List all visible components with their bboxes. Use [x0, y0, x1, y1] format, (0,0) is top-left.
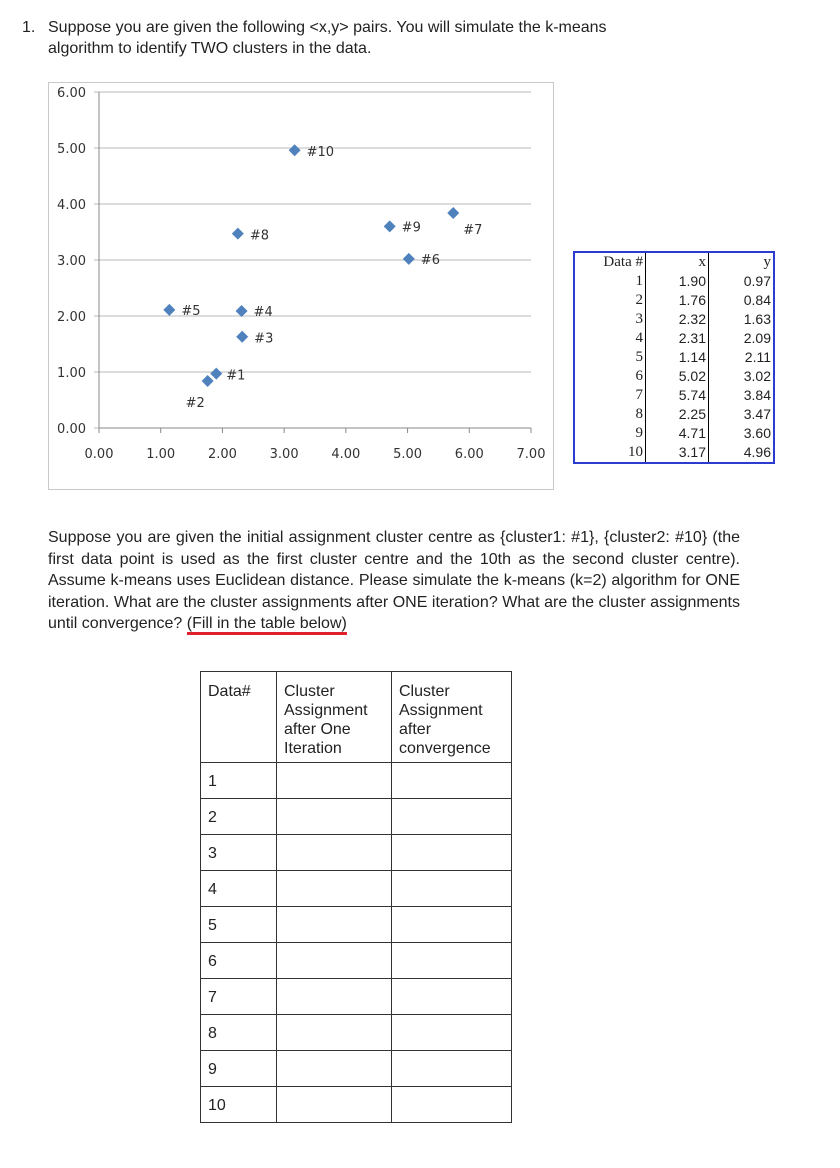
answer-cell-data-number: 10 [201, 1087, 277, 1123]
answer-cell-one-iteration[interactable] [277, 763, 392, 799]
data-table-row [574, 348, 774, 367]
data-table-row [574, 405, 774, 424]
data-table-header-x: x [646, 252, 709, 272]
data-point-label: #5 [181, 303, 201, 319]
data-point-marker [163, 304, 175, 316]
answer-table-row [201, 979, 512, 1015]
x-tick-label: 2.00 [207, 447, 237, 462]
answer-cell-data-number: 5 [201, 907, 277, 943]
x-tick-label: 0.00 [84, 447, 114, 462]
data-table-cell-y: 1.63 [743, 311, 771, 327]
data-table-cell-y: 0.84 [743, 292, 771, 308]
answer-cell-convergence[interactable] [392, 1051, 512, 1087]
data-table-cell-x: 5.74 [646, 386, 709, 405]
data-table-cell-y: 3.84 [743, 387, 771, 403]
answer-table-row [201, 799, 512, 835]
answer-cell-one-iteration[interactable] [277, 943, 392, 979]
data-table-row [574, 367, 774, 386]
data-table-cell-y: 2.09 [743, 330, 771, 346]
answer-cell-one-iteration[interactable] [277, 799, 392, 835]
answer-cell-data-number: 9 [201, 1051, 277, 1087]
data-table-cell-x: 2.31 [646, 329, 709, 348]
data-table-cell-x: 2.32 [646, 310, 709, 329]
answer-table-row [201, 763, 512, 799]
answer-cell-convergence[interactable] [392, 871, 512, 907]
instructions-paragraph [48, 527, 740, 635]
answer-cell-convergence[interactable] [392, 799, 512, 835]
data-point-label: #9 [401, 220, 421, 236]
x-tick-label: 6.00 [454, 447, 484, 462]
answer-table-row [201, 1015, 512, 1051]
data-table-cell-y: 4.96 [743, 444, 771, 460]
data-point-label: #4 [253, 304, 273, 320]
data-table-cell-x: 1.76 [646, 291, 709, 310]
data-point-marker [232, 228, 244, 240]
answer-table-row [201, 943, 512, 979]
data-point-marker [210, 368, 222, 380]
data-table-row [574, 386, 774, 405]
data-table-row [574, 443, 774, 463]
data-table-row [574, 310, 774, 329]
y-tick-label: 1.00 [57, 366, 86, 381]
y-tick-label: 5.00 [57, 142, 86, 157]
data-point-label: #10 [306, 145, 335, 161]
y-tick-label: 3.00 [57, 254, 86, 269]
answer-cell-convergence[interactable] [392, 835, 512, 871]
scatter-chart-svg [49, 83, 553, 489]
data-table-cell-id: 3 [574, 310, 646, 329]
answer-table-row [201, 1087, 512, 1123]
data-point-label: #2 [185, 395, 205, 411]
x-tick-label: 1.00 [146, 447, 176, 462]
answer-table-row [201, 871, 512, 907]
answer-cell-one-iteration[interactable] [277, 1051, 392, 1087]
answer-cell-one-iteration[interactable] [277, 835, 392, 871]
answer-cell-convergence[interactable] [392, 763, 512, 799]
answer-table-row [201, 1051, 512, 1087]
data-table-cell-id: 7 [574, 386, 646, 405]
answer-cell-data-number: 8 [201, 1015, 277, 1051]
data-table-cell-id: 10 [574, 443, 646, 463]
instructions-text: Suppose you are given the initial assignment cluster centre as {cluster1: #1}, {cluster2: #10} (the first data point is used as the first cluster centre and the 10th as the second cluster centre). Assume k-means uses Euclidean distance. Please simulate the k-means (k=2) algorithm for ONE iteration. What are the cluster assignments after ONE iteration? What are the cluster assignments until convergence? [48, 529, 740, 632]
answer-cell-data-number: 2 [201, 799, 277, 835]
data-table-cell-id: 8 [574, 405, 646, 424]
y-tick-label: 6.00 [57, 86, 86, 101]
answer-cell-one-iteration[interactable] [277, 1015, 392, 1051]
data-point-label: #1 [226, 368, 246, 384]
data-point-marker [447, 207, 459, 219]
data-table-cell-x: 3.17 [646, 443, 709, 463]
data-table-row [574, 329, 774, 348]
y-tick-label: 4.00 [57, 198, 86, 213]
data-table-cell-x: 5.02 [646, 367, 709, 386]
answer-header-convergence: Cluster Assignment after convergence [392, 672, 512, 763]
data-table-header-id: Data # [574, 252, 646, 272]
answer-cell-one-iteration[interactable] [277, 979, 392, 1015]
answer-cell-one-iteration[interactable] [277, 1087, 392, 1123]
data-point-label: #7 [463, 222, 483, 238]
data-table-cell-x: 1.90 [646, 272, 709, 291]
answer-cell-one-iteration[interactable] [277, 871, 392, 907]
data-point-marker [289, 144, 301, 156]
data-table-cell-x: 2.25 [646, 405, 709, 424]
data-point-marker [384, 220, 396, 232]
answer-table-header-row [201, 672, 512, 763]
answer-table [200, 671, 512, 1123]
answer-cell-data-number: 7 [201, 979, 277, 1015]
data-table-cell-id: 5 [574, 348, 646, 367]
answer-cell-convergence[interactable] [392, 1015, 512, 1051]
data-point-label: #6 [420, 252, 440, 268]
data-table-cell-y: 2.11 [744, 349, 771, 365]
y-tick-label: 2.00 [57, 310, 86, 325]
answer-cell-one-iteration[interactable] [277, 907, 392, 943]
answer-cell-convergence[interactable] [392, 943, 512, 979]
data-table-cell-id: 9 [574, 424, 646, 443]
answer-cell-convergence[interactable] [392, 979, 512, 1015]
x-tick-label: 5.00 [393, 447, 423, 462]
scatter-chart [48, 82, 554, 490]
data-point-marker [403, 253, 415, 265]
question-number: 1. [22, 19, 36, 36]
data-table-row [574, 424, 774, 443]
data-table-cell-y: 0.97 [743, 273, 771, 289]
data-table-cell-id: 2 [574, 291, 646, 310]
data-table-cell-id: 4 [574, 329, 646, 348]
fill-table-instruction: (Fill in the table below) [187, 615, 347, 635]
answer-cell-data-number: 4 [201, 871, 277, 907]
answer-table-row [201, 835, 512, 871]
x-tick-label: 4.00 [331, 447, 361, 462]
answer-cell-convergence[interactable] [392, 907, 512, 943]
data-points-table [573, 251, 775, 464]
data-table-cell-y: 3.02 [743, 368, 771, 384]
answer-cell-convergence[interactable] [392, 1087, 512, 1123]
data-table-cell-x: 1.14 [646, 348, 709, 367]
answer-header-one-iteration: Cluster Assignment after One Iteration [277, 672, 392, 763]
data-table-cell-y: 3.47 [743, 406, 771, 422]
data-point-marker [236, 305, 248, 317]
data-table-cell-x: 4.71 [646, 424, 709, 443]
answer-cell-data-number: 3 [201, 835, 277, 871]
x-tick-label: 3.00 [269, 447, 299, 462]
data-table-cell-id: 1 [574, 272, 646, 291]
answer-cell-data-number: 6 [201, 943, 277, 979]
answer-header-data: Data# [201, 672, 277, 763]
y-tick-label: 0.00 [57, 422, 86, 437]
data-point-label: #8 [249, 228, 270, 244]
answer-table-row [201, 907, 512, 943]
data-point-label: #3 [254, 331, 274, 347]
data-point-marker [236, 331, 248, 343]
data-table-header-row [574, 252, 774, 272]
data-table-row [574, 291, 774, 310]
data-table-cell-y: 3.60 [743, 425, 771, 441]
x-tick-label: 7.00 [516, 447, 546, 462]
data-point-marker [202, 375, 214, 387]
answer-cell-data-number: 1 [201, 763, 277, 799]
data-table-header-y: y [763, 254, 771, 270]
data-table-cell-id: 6 [574, 367, 646, 386]
question-text: Suppose you are given the following <x,y> pairs. You will simulate the k-means algorithm to identify TWO clusters in the data. [48, 19, 607, 57]
data-table-row [574, 272, 774, 291]
